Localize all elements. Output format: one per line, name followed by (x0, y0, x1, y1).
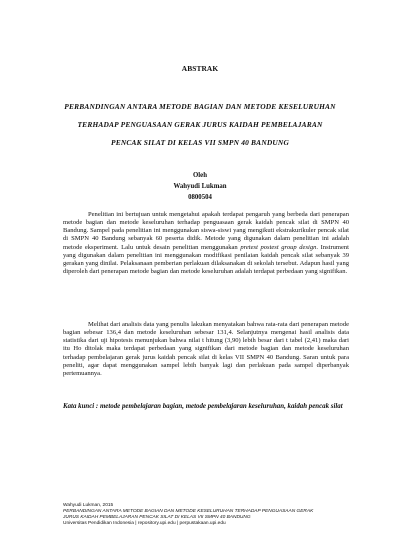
footer-repository: Universitas Pendidikan Indonesia | repository.upi.edu | perpustakaan.upi.edu (63, 521, 226, 527)
title-line-3: PENCAK SILAT DI KELAS VII SMPN 40 BANDUNG (110, 138, 290, 147)
abstract-heading: ABSTRAK (181, 64, 219, 73)
paragraph-1-text-b: . Instrument yang digunakan dalam penelitian ini menggunakan modifikasi penilaian kaidah pencak silat sebanyak 39 gerakan yang dinilai. Pelaksanaan pemberian perlakuan dilaksanakan di sekolah tersebut. Adapun hasil yang diperoleh dari penerapan metode bagian dan metode keseluruhan adalah terdapat perbedaan yang signifikan. (63, 243, 349, 276)
student-id: 0800504 (188, 194, 212, 201)
title-line-1: PERBANDINGAN ANTARA METODE BAGIAN DAN METODE KESELURUHAN (64, 102, 336, 111)
author-name: Wahyudi Lukman (173, 183, 227, 190)
page-footer (63, 503, 363, 527)
footer-title-line-2: JURUS KAIDAH PEMBELAJARAN PENCAK SILAT DI KELAS VII SMPN 40 BANDUNG (63, 515, 251, 521)
paragraph-1-text-a: Penelitian ini bertujuan untuk mengetahui apakah terdapat pengaruh yang berbeda dari penerapan metode bagian dan metode keseluruhan terhadap penguasaan gerak kaidah pencak silat di SMPN 40 Bandung. Sampel pada penelitian ini menggunakan siswa-siswi yang mengikuti ekstrakurikuler pencak silat di SMPN 40 Bandung sebanyak 60 peserta didik. Metode yang digunakan dalam penelitian ini adalah metode eksperiment. Lalu untuk desain penelitian menggunakan (63, 211, 349, 251)
abstract-paragraph-1 (63, 211, 349, 276)
footer-title-line-1: PERBANDINGAN ANTARA METODE BAGIAN DAN METODE KESELURUHAN TERHADAP PENGUASAAN GERAK (63, 509, 314, 515)
title-line-2: TERHADAP PENGUASAAN GERAK JURUS KAIDAH PEMBELAJARAN (77, 120, 323, 129)
abstract-paragraph-2: Melihat dari analisis data yang penulis lakukan menyatakan bahwa rata-rata dari penerapan metode bagian sebesar 136,4 dan metode keseluruhan sebesar 131,4. Selanjutnya mengenai hasil analisis data statistika dari uji hipotesis menunjukan bahwa nilai t hitung (3,90) lebih besar dari t tabel (2,41) maka dari itu Ho ditolak maka terdapat perbedaan yang signifikan dari metode bagian dan metode keseluruhan terhadap pembelajaran gerak jurus kaidah pencak silat di kelas VII SMPN 40 Bandung. Saran untuk para peneliti, agar dapat menggunakan sampel lebih banyak lagi dan perlakuan pada sampel diperbanyak pertemuannya. (63, 321, 349, 377)
keywords: Kata kunci : metode pembelajaran bagian, metode pembelajaran keseluruhan, kaidah pencak silat (63, 403, 343, 410)
paragraph-1-design-term: pretest postest group design (240, 243, 317, 251)
footer-author-year: Wahyudi Lukman, 2015 (63, 503, 114, 508)
by-label: Oleh (193, 172, 207, 179)
